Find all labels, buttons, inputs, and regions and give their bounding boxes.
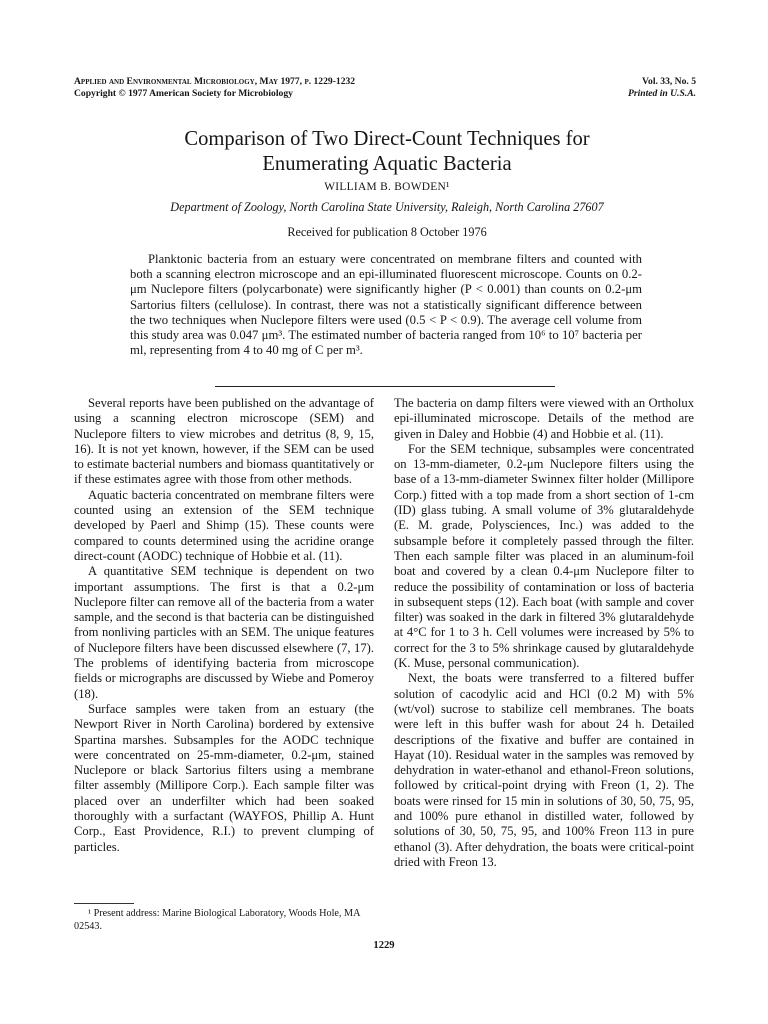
right-column (394, 396, 694, 870)
abstract-text: Planktonic bacteria from an estuary were concentrated on membrane filters and counted with both a scanning electron microscope and an epi-illuminated fluorescent microscope. Counts on 0.2-μm Nuclepore filters (polycarbonate) were significantly higher (P < 0.001) than counts on 0.2-μm Sartorius filters (cellulose). In contrast, there was not a statistically significant difference between the two techniques when Nuclepore filters were used (0.5 < P < 0.9). The average cell volume from this study area was 0.047 μm³. The estimated number of bacteria ranged from 10⁶ to 10⁷ bacteria per ml, representing from 4 to 40 mg of C per m³. (130, 252, 642, 358)
title-line-2: Enumerating Aquatic Bacteria (262, 152, 512, 175)
received-date: Received for publication 8 October 1976 (287, 225, 487, 239)
journal-line: Applied and Environmental Microbiology, May 1977, p. 1229-1232 (74, 76, 356, 87)
page-number: 1229 (373, 940, 395, 951)
title-line-1: Comparison of Two Direct-Count Techniques for (184, 128, 590, 150)
footnote-divider (74, 903, 134, 904)
copyright-line: Copyright © 1977 American Society for Microbiology (74, 88, 293, 100)
paragraph: Several reports have been published on the advantage of using a scanning electron microscope (SEM) and Nuclepore filters to view microbes and detritus (8, 9, 15, 16). It is not yet known, however, if the SEM can be used to estimate bacterial numbers and biomass quantitatively or if these estimates agree with those from other methods. (74, 396, 374, 487)
journal-header (74, 76, 355, 101)
paragraph: A quantitative SEM technique is dependent on two important assumptions. The first is that a 0.2-μm Nuclepore filter can remove all of the bacteria from a water sample, and the second is that bacteria can be distinguished from nonliving particles with an SEM. The unique features of Nuclepore filters have been discussed elsewhere (7, 17). The problems of identifying bacteria from microscope fields or micrographs are discussed by Wiebe and Pomeroy (18). (74, 564, 374, 701)
affiliation: Department of Zoology, North Carolina State University, Raleigh, North Carolina 27607 (170, 200, 604, 214)
article-title (74, 127, 700, 176)
paragraph: The bacteria on damp filters were viewed with an Ortholux epi-illuminated microscope. Details of the method are given in Daley and Hobbie (4) and Hobbie et al. (11). (394, 396, 694, 441)
paragraph: For the SEM technique, subsamples were concentrated on 13-mm-diameter, 0.2-μm Nuclepore filters using the base of a 13-mm-diameter Swinnex filter holder (Millipore Corp.) fitted with a top made from a short section of 1-cm (ID) glass tubing. A small volume of 3% glutaraldehyde (E. M. grade, Polysciences, Inc.) was added to the subsample before it completely passed through the filter. Then each sample filter was placed in an aluminum-foil boat and covered by a clean 0.4-μm Nuclepore filter to reduce the possibility of contamination or loss of bacteria in subsequent steps (12). Each boat (with sample and cover filter) was soaked in the dark in filtered 3% glutaraldehyde at 4°C for 1 to 3 h. Cell volumes were increased by 5% to correct for the 3 to 5% shrinkage caused by glutaraldehyde (K. Muse, personal communication). (394, 441, 694, 671)
footnote: ¹ Present address: Marine Biological Laboratory, Woods Hole, MA 02543. (74, 908, 360, 932)
section-divider (215, 386, 555, 387)
volume-header (628, 76, 696, 101)
paragraph: Aquatic bacteria concentrated on membrane filters were counted using an extension of the SEM technique developed by Paerl and Shimp (15). These counts were compared to counts determined using the acridine orange direct-count (AODC) technique of Hobbie et al. (11). (74, 487, 374, 563)
paragraph: Surface samples were taken from an estuary (the Newport River in North Carolina) bordered by extensive Spartina marshes. Subsamples for the AODC technique were concentrated on 25-mm-diameter, 0.2-μm, stained Nuclepore or black Sartorius filters using a membrane filter assembly (Millipore Corp.). Each sample filter was placed over an underfilter which had been soaked thoroughly with a surfactant (WAYFOS, Phillip A. Hunt Corp., East Providence, R.I.) to prevent clumping of particles. (74, 701, 374, 854)
volume-line: Vol. 33, No. 5 (641, 76, 696, 87)
left-column (74, 396, 374, 855)
paragraph: Next, the boats were transferred to a filtered buffer solution of cacodylic acid and HCl (0.2 M) with 5% (wt/vol) sucrose to stabilize cell membranes. The boats were left in this buffer wash for about 24 h. Detailed descriptions of the fixative and buffer are contained in Hayat (10). Residual water in the samples was removed by dehydration in water-ethanol and ethanol-Freon solutions, followed by critical-point drying with Freon (1, 2). The boats were rinsed for 15 min in solutions of 30, 50, 75, 95, and 100% pure ethanol in distilled water, followed by solutions of 30, 50, 75, 95, and 100% Freon 113 in pure ethanol (3). After dehydration, the boats were critical-point dried with Freon 13. (394, 671, 694, 869)
author: WILLIAM B. BOWDEN¹ (324, 181, 450, 193)
printed-line: Printed in U.S.A. (628, 88, 696, 100)
abstract (130, 252, 642, 358)
